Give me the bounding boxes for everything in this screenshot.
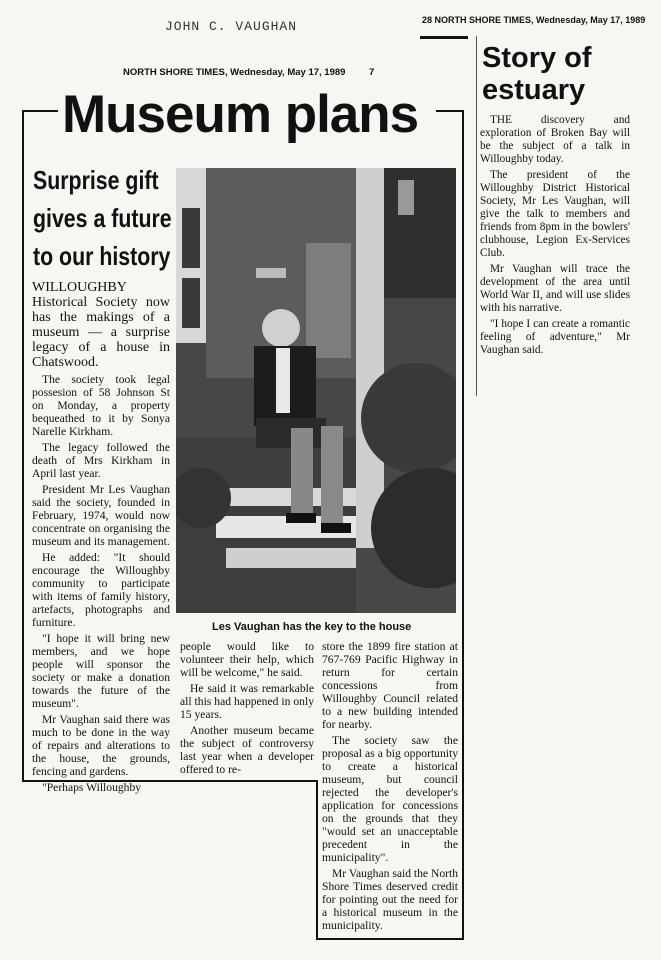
side-masthead: 28 NORTH SHORE TIMES, Wednesday, May 17, 1989 xyxy=(422,15,646,25)
body-paragraph: He added: "It should encourage the Willoughby community to participate with items of family history, artefacts, photographs and furniture. xyxy=(32,551,170,629)
page-number: 7 xyxy=(369,67,375,78)
side-paragraph: "I hope I can create a romantic feeling of adventure," Mr Vaughan said. xyxy=(480,318,630,356)
handwritten-name: JOHN C. VAUGHAN xyxy=(165,19,298,34)
side-column-border xyxy=(476,36,477,396)
main-masthead: NORTH SHORE TIMES, Wednesday, May 17, 1989 xyxy=(123,67,346,78)
body-paragraph: President Mr Les Vaughan said the society, founded in February, 1974, would now concentrate on organising the museum and its management. xyxy=(32,483,170,548)
column-1 xyxy=(32,280,170,797)
body-paragraph: The legacy followed the death of Mrs Kirkham in April last year. xyxy=(32,441,170,480)
side-paragraph: Mr Vaughan will trace the development of the area until World War II, and will use slides with his narrative. xyxy=(480,263,630,314)
body-paragraph: He said it was remarkable all this had happened in only 15 years. xyxy=(180,682,314,721)
body-paragraph: Mr Vaughan said there was much to be done in the way of repairs and alterations to the house, the grounds, fencing and gardens. xyxy=(32,713,170,778)
side-title-line2: estuary xyxy=(482,74,586,106)
body-paragraph: Mr Vaughan said the North Shore Times deserved credit for pointing out the need for a historical museum in the municipality. xyxy=(322,867,459,932)
photo-les-vaughan xyxy=(176,168,456,613)
body-paragraph: "I hope it will bring new members, and we hope people will sponsor the society or make a donation towards the future of the museum". xyxy=(32,632,170,710)
side-paragraph: THE discovery and exploration of Broken Bay will be the subject of a talk in Willoughby today. xyxy=(480,114,630,165)
body-paragraph: Another museum became the subject of controversy last year when a developer offered to re- xyxy=(180,724,314,776)
side-body xyxy=(480,114,630,360)
column-2 xyxy=(180,640,314,779)
frame-right xyxy=(462,110,464,940)
photo-caption: Les Vaughan has the key to the house xyxy=(212,621,412,633)
deck-line-2: gives a future xyxy=(33,203,172,233)
lead-paragraph: WILLOUGHBY Historical Society now has the makings of a museum — a surprise legacy of a house in Chatswood. xyxy=(32,280,170,370)
body-paragraph: people would like to volunteer their help, which will be welcome," he said. xyxy=(180,640,314,679)
side-title-line1: Story of xyxy=(482,42,592,74)
body-paragraph: "Perhaps Willoughby xyxy=(42,781,142,794)
deck-line-3: to our history xyxy=(33,241,171,271)
frame-left xyxy=(22,110,24,780)
frame-bottom-right xyxy=(316,938,464,940)
body-paragraph: store the 1899 fire station at 767-769 Pacific Highway in return for certain concessions from Willoughby Council related to a new building intended for nearby. xyxy=(322,640,458,731)
body-paragraph: The society saw the proposal as a big opportunity to create a historical museum, but council rejected the developer's application for concessions on the grounds that they "would set an unacceptable precedent in the municipality". xyxy=(322,734,458,864)
side-paragraph: The president of the Willoughby District Historical Society, Mr Les Vaughan, will give the talk to members and friends from 8pm in the bowlers' clubhouse, Legion Ex-Services Club. xyxy=(480,169,630,259)
headline: Museum plans xyxy=(62,85,419,144)
side-rule xyxy=(420,36,468,39)
deck-line-1: Surprise gift xyxy=(33,165,159,195)
frame-step xyxy=(316,780,318,940)
header-rule-left xyxy=(22,110,58,112)
photo-illustration xyxy=(176,168,456,613)
column-3 xyxy=(322,640,458,935)
header-rule-right xyxy=(436,110,464,112)
body-paragraph: The society took legal possesion of 58 Johnson St on Monday, a property bequeathed to it by Sonya Narelle Kirkham. xyxy=(32,373,170,438)
